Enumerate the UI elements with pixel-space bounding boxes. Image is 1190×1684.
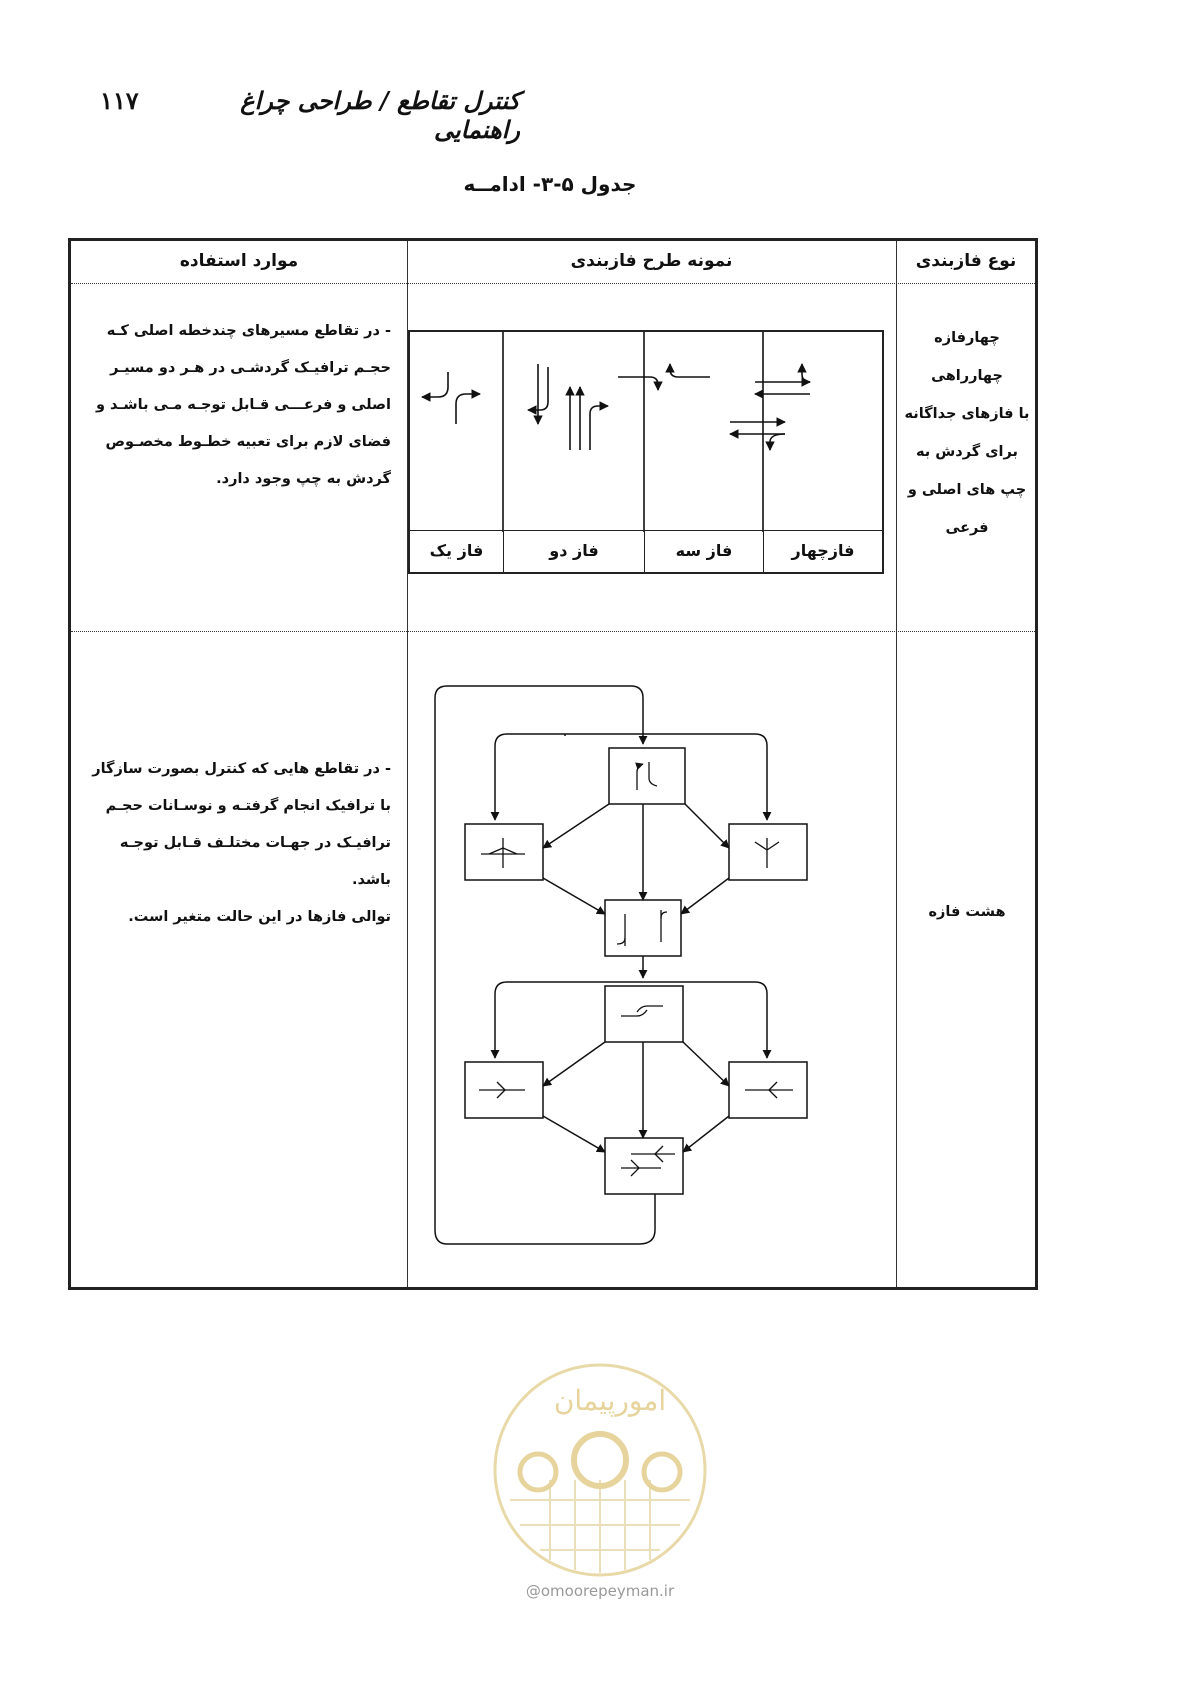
type-line: با فازهای جداگانه	[904, 406, 1030, 422]
usage-line: با ترافیک انجام گرفتـه و نوسـانات حجـم	[105, 798, 391, 814]
row1-type	[903, 319, 1031, 547]
row2-type: هشت فازه	[928, 904, 1006, 920]
phase-label: فاز یک	[410, 530, 503, 572]
header-sample: نمونه طرح فازبندی	[570, 251, 733, 271]
usage-line: توالی فازها در این حالت متغیر است.	[128, 909, 391, 925]
watermark-url: @omoorepeyman.ir	[525, 1582, 675, 1600]
usage-line: - در تقاطع هایی که کنترل بصورت سازگار	[92, 761, 391, 777]
usage-line: حجـم ترافیـک گردشـی در هـر دو مسیـر	[110, 360, 391, 376]
row1-usage	[81, 313, 391, 498]
phase-label: فاز سه	[644, 530, 763, 572]
usage-line: باشد.	[351, 872, 391, 888]
header-type: نوع فازبندی	[915, 251, 1017, 271]
phase-label: فاز دو	[503, 530, 644, 572]
type-line: چهارفازه چهارراهی	[931, 330, 1003, 384]
phase-movements	[410, 332, 882, 532]
phase-label: فازچهار	[763, 530, 882, 572]
eight-phase-flow-diagram	[425, 678, 865, 1258]
type-line: برای گردش به	[916, 444, 1018, 460]
usage-line: اصلی و فرعـــی قـابل توجـه مـی باشـد و	[96, 397, 391, 413]
row-divider	[71, 631, 1035, 632]
type-line: فرعی	[945, 520, 989, 536]
four-phase-diagram	[408, 330, 884, 574]
running-title: کنترل تقاطع / طراحی چراغ راهنمایی	[240, 86, 520, 144]
header-usage: موارد استفاده	[179, 251, 299, 271]
type-line: چپ های اصلی و	[907, 482, 1027, 498]
watermark-logo-text: امورپیمان	[553, 1384, 667, 1417]
usage-line: گردش به چپ وجود دارد.	[216, 471, 391, 487]
table-caption: جدول ۵-۳- ادامــه	[463, 172, 637, 196]
column-divider	[896, 241, 897, 1287]
usage-line: ترافیـک در جهـات مختلـف قـابل توجـه	[119, 835, 391, 851]
page-number: ۱۱۷	[100, 86, 139, 115]
header-divider	[71, 283, 1035, 284]
usage-line: - در تقاطع مسیرهای چندخطه اصلی کـه	[106, 323, 391, 339]
watermark-logo	[490, 1360, 710, 1580]
row2-usage	[81, 751, 391, 936]
usage-line: فضای لازم برای تعبیه خطـوط مخصـوص	[105, 434, 391, 450]
